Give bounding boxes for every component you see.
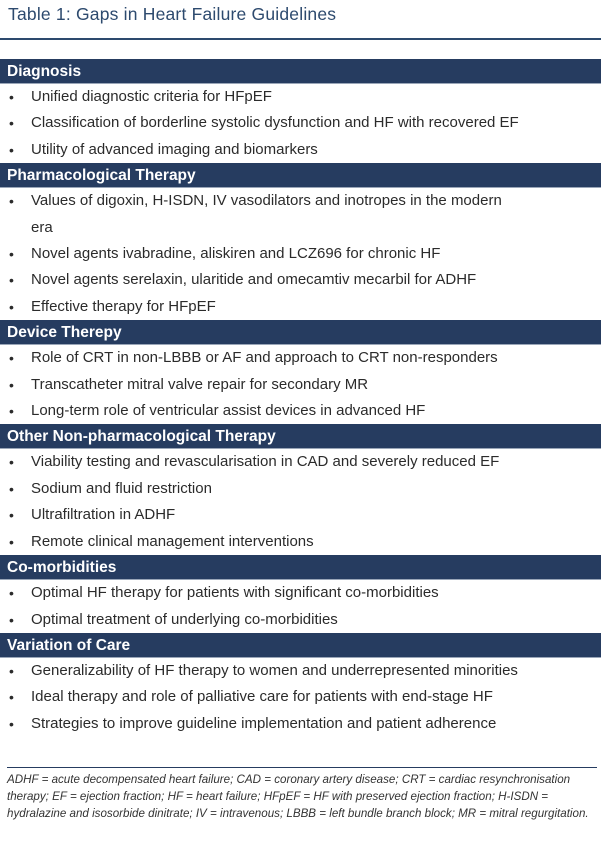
bullet-icon: • [9, 585, 14, 602]
item-text: Sodium and fluid restriction [31, 479, 212, 497]
section-pharmacological-therapy [0, 163, 601, 320]
list-item [0, 580, 601, 606]
item-text: Long-term role of ventricular assist devices in advanced HF [31, 402, 426, 420]
list-item [0, 294, 601, 320]
bullet-icon: • [9, 533, 14, 550]
item-text: Classification of borderline systolic dysfunction and HF with recovered EF [31, 114, 519, 132]
bullet-icon: • [9, 350, 14, 367]
item-text: Optimal treatment of underlying co-morbidities [31, 610, 338, 628]
bullet-icon: • [9, 193, 14, 210]
list-item [0, 711, 601, 737]
bullet-icon: • [9, 611, 14, 628]
list-item [0, 529, 601, 555]
bullet-icon: • [9, 89, 14, 105]
section-variation-of-care [0, 633, 601, 737]
item-text: Novel agents serelaxin, ularitide and omecamtiv mecarbil for ADHF [31, 271, 477, 289]
section-heading: Co-morbidities [0, 555, 601, 580]
item-text: Strategies to improve guideline implementation and patient adherence [31, 714, 497, 732]
item-text: Generalizability of HF therapy to women and underrepresented minorities [31, 661, 518, 679]
list-item [0, 607, 601, 633]
item-text: Transcatheter mitral valve repair for secondary MR [31, 375, 369, 393]
bullet-icon: • [9, 662, 14, 679]
bullet-icon: • [9, 115, 14, 132]
item-text: Role of CRT in non-LBBB or AF and approach to CRT non-responders [31, 349, 498, 367]
bullet-icon: • [9, 272, 14, 289]
section-heading: Pharmacological Therapy [0, 163, 601, 188]
bullet-icon: • [9, 246, 14, 263]
list-item [0, 137, 601, 163]
bullet-icon: • [9, 715, 14, 732]
section-heading: Device Therepy [0, 320, 601, 345]
item-text: Ultrafiltration in ADHF [31, 506, 176, 524]
section-heading: Diagnosis [0, 59, 601, 84]
list-item [0, 267, 601, 293]
item-text: Effective therapy for HFpEF [31, 297, 216, 315]
section-other-non-pharmacological-therapy [0, 424, 601, 555]
list-item [0, 684, 601, 710]
bullet-icon: • [9, 480, 14, 497]
title-divider [0, 38, 601, 40]
item-text: Novel agents ivabradine, aliskiren and LCZ696 for chronic HF [31, 245, 441, 263]
list-item [0, 398, 601, 424]
list-item [0, 110, 601, 136]
list-item [0, 449, 601, 475]
list-item [0, 188, 601, 241]
item-text: Ideal therapy and role of palliative care for patients with end-stage HF [31, 688, 493, 706]
section-co-morbidities [0, 555, 601, 633]
section-diagnosis [0, 59, 601, 163]
list-item [0, 84, 601, 110]
item-text: Utility of advanced imaging and biomarkers [31, 140, 318, 158]
list-item [0, 241, 601, 267]
bullet-icon: • [9, 376, 14, 393]
section-device-therapy [0, 320, 601, 424]
list-item [0, 476, 601, 502]
list-item [0, 658, 601, 684]
gaps-table [0, 59, 601, 737]
list-item [0, 345, 601, 371]
item-text: Values of digoxin, H-ISDN, IV vasodilators and inotropes in the modern era [31, 192, 502, 236]
item-text: Viability testing and revascularisation in CAD and severely reduced EF [31, 453, 500, 471]
bullet-icon: • [9, 403, 14, 420]
bullet-icon: • [9, 507, 14, 524]
item-text: Optimal HF therapy for patients with significant co-morbidities [31, 584, 439, 602]
item-text: Unified diagnostic criteria for HFpEF [31, 88, 272, 105]
list-item [0, 502, 601, 528]
table-title: Table 1: Gaps in Heart Failure Guidelines [8, 4, 337, 24]
bullet-icon: • [9, 454, 14, 471]
section-heading: Variation of Care [0, 633, 601, 658]
bullet-icon: • [9, 298, 14, 315]
list-item [0, 372, 601, 398]
table-footnote: ADHF = acute decompensated heart failure; CAD = coronary artery disease; CRT = cardiac resynchronisation therapy; EF = ejection fraction; HF = heart failure; HFpEF = HF with preserved ejection fraction; H-ISDN = hydralazine and isosorbide dinitrate; IV = intravenous; LBBB = left bundle branch block; MR = mitral regurgitation. [7, 767, 597, 822]
bullet-icon: • [9, 689, 14, 706]
item-text: Remote clinical management interventions [31, 532, 314, 550]
section-heading: Other Non-pharmacological Therapy [0, 424, 601, 449]
bullet-icon: • [9, 141, 14, 158]
